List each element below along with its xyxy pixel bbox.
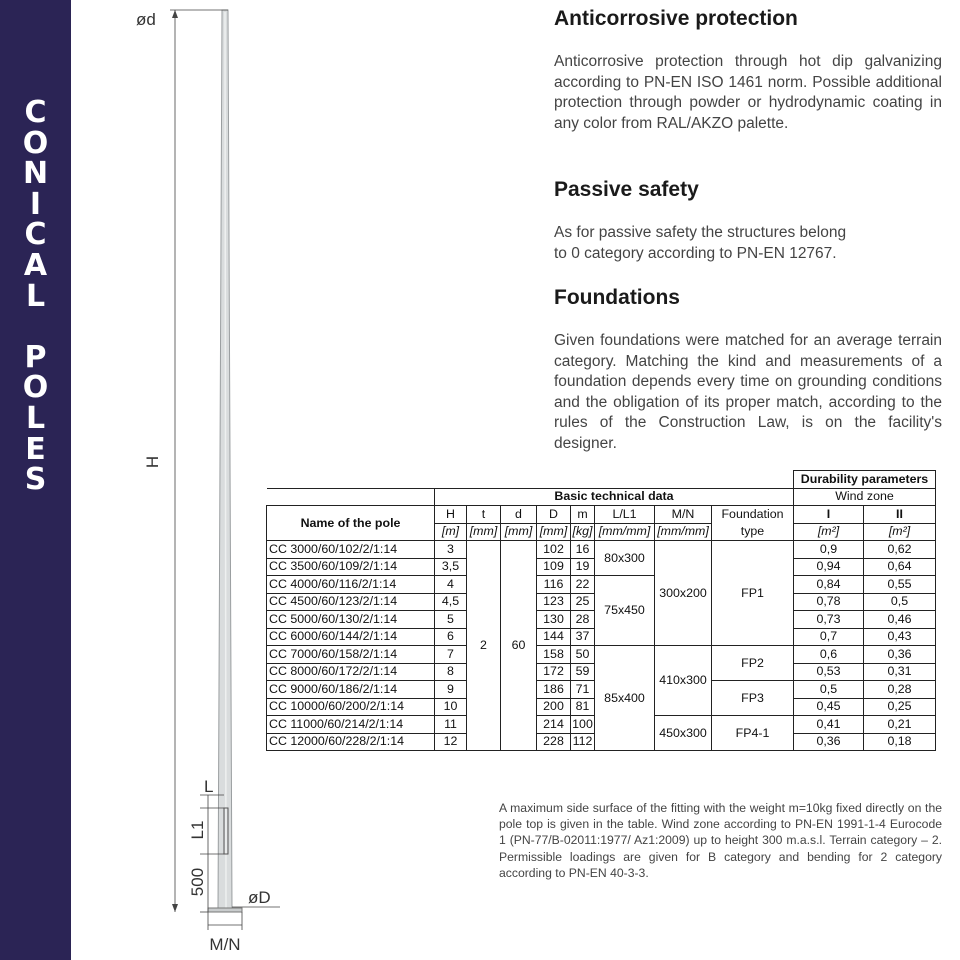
pole-drawing [120,0,290,960]
cell-H: 12 [435,733,467,751]
cell-H: 3,5 [435,558,467,576]
sidebar-letter: A [23,247,48,283]
cell-H: 11 [435,716,467,734]
pole-name: CC 8000/60/172/2/1:14 [267,663,435,681]
unit-d: [mm] [501,523,537,541]
cell-m: 112 [571,733,595,751]
unit-I: [m²] [794,523,864,541]
wind-zone-header: Wind zone [794,488,936,506]
basic-data-header: Basic technical data [435,488,794,506]
text-foundations: Given foundations were matched for an average terrain category. Matching the kind and measurements of a foundation depends every time on grounding conditions and the obligation of its proper match, according to the rules of the Construction Law, is on the facility's designer. [554,332,942,452]
dim-arrow-bottom [172,904,178,912]
cell-m: 25 [571,593,595,611]
footnote: A maximum side surface of the fitting with the weight m=10kg fixed directly on the pole top is given in the table. Wind zone according to PN-EN 1991-1-4 Eurocode 1 (PN-77/B-02011:1977/ Az1:2009) up to height 300 m.a.s.l. Terrain category – 2. Permissible loadings are given for B category and bending for 2 category according to PN-EN 40-3-3. [499,801,942,880]
cell-H: 4,5 [435,593,467,611]
label-L: L [204,777,214,796]
cell-zone-II: 0,21 [864,716,936,734]
label-top-diameter: ød [136,10,156,29]
table-header-row [267,488,936,506]
cell-L-group: 75x450 [595,576,655,646]
sidebar-banner [0,0,71,960]
cell-zone-II: 0,28 [864,681,936,699]
cell-zone-II: 0,62 [864,541,936,559]
label-L1: L1 [188,820,207,840]
table-header-blank [267,488,435,506]
cell-H: 4 [435,576,467,594]
unit-L: [mm/mm] [595,523,655,541]
cell-m: 28 [571,611,595,629]
cell-zone-II: 0,25 [864,698,936,716]
pole-name: CC 5000/60/130/2/1:14 [267,611,435,629]
sidebar-letter: S [24,462,47,498]
cell-zone-II: 0,36 [864,646,936,664]
sidebar-letter: C [24,95,47,130]
column-header-zone-II: II [864,506,936,524]
cell-zone-I: 0,53 [794,663,864,681]
sidebar-letter: E [25,431,46,467]
dim-arrow-top [172,10,178,18]
cell-zone-II: 0,5 [864,593,936,611]
cell-MN-group: 450x300 [655,716,712,751]
cell-H: 7 [435,646,467,664]
cell-D: 186 [537,681,571,699]
pole-name: CC 7000/60/158/2/1:14 [267,646,435,664]
column-header-zone-I: I [794,506,864,524]
column-header-m: m [571,506,595,524]
cell-zone-I: 0,41 [794,716,864,734]
unit-MN: [mm/mm] [655,523,712,541]
table-header-row [267,471,936,489]
sidebar-letter: L [25,278,46,314]
cell-zone-I: 0,5 [794,681,864,699]
cell-m: 71 [571,681,595,699]
pole-name: CC 10000/60/200/2/1:14 [267,698,435,716]
cell-m: 19 [571,558,595,576]
durability-header: Durability parameters [794,471,936,489]
cell-d-merged: 60 [501,541,537,751]
table-row [267,646,936,664]
cell-zone-I: 0,36 [794,733,864,751]
cell-m: 50 [571,646,595,664]
cell-m: 81 [571,698,595,716]
unit-H: [m] [435,523,467,541]
column-header-foundation-type: type [712,523,794,541]
pole-name: CC 6000/60/144/2/1:14 [267,628,435,646]
text-passive-safety [554,223,942,264]
cell-m: 59 [571,663,595,681]
pole-name: CC 4500/60/123/2/1:14 [267,593,435,611]
label-base: M/N [209,935,241,954]
cell-zone-II: 0,18 [864,733,936,751]
text-passive-safety-line: As for passive safety the structures belong [554,224,847,241]
pole-shaft-highlight [225,12,226,908]
cell-D: 130 [537,611,571,629]
cell-D: 200 [537,698,571,716]
column-header-H: H [435,506,467,524]
cell-L-group: 80x300 [595,541,655,576]
cell-foundation-group: FP1 [712,541,794,646]
cell-foundation-group: FP3 [712,681,794,716]
sidebar-letter: O [22,125,49,161]
cell-H: 9 [435,681,467,699]
cell-H: 3 [435,541,467,559]
cell-D: 123 [537,593,571,611]
sidebar-letter: L [25,400,46,436]
table-row [267,541,936,559]
unit-m: [kg] [571,523,595,541]
column-header-foundation: Foundation [712,506,794,524]
column-header-L: L/L1 [595,506,655,524]
cell-foundation-group: FP4-1 [712,716,794,751]
cell-foundation-group: FP2 [712,646,794,681]
cell-m: 37 [571,628,595,646]
cell-D: 102 [537,541,571,559]
sidebar-letter: I [29,186,42,222]
cell-L-group: 85x400 [595,646,655,751]
sidebar-letter: O [22,370,49,406]
cell-MN-group: 410x300 [655,646,712,716]
table-header-blank [267,471,794,489]
heading-anticorrosive: Anticorrosive protection [554,7,798,30]
cell-zone-I: 0,94 [794,558,864,576]
cell-zone-I: 0,6 [794,646,864,664]
label-height: H [143,455,162,469]
table-row [267,576,936,594]
cell-zone-I: 0,7 [794,628,864,646]
cell-m: 22 [571,576,595,594]
cell-zone-II: 0,31 [864,663,936,681]
cell-H: 6 [435,628,467,646]
heading-passive-safety: Passive safety [554,178,699,201]
pole-name: CC 3000/60/102/2/1:14 [267,541,435,559]
sidebar-letter: N [22,156,49,192]
text-anticorrosive: Anticorrosive protection through hot dip galvanizing according to PN-EN ISO 1461 norm. Possible additional protection through powder or hydrodynamic coating in any color from RAL/AKZO palette. [554,53,942,132]
cell-zone-II: 0,43 [864,628,936,646]
heading-foundations: Foundations [554,286,680,309]
cell-D: 144 [537,628,571,646]
pole-name: CC 11000/60/214/2/1:14 [267,716,435,734]
column-header-d: d [501,506,537,524]
cell-zone-II: 0,46 [864,611,936,629]
cell-t-merged: 2 [467,541,501,751]
name-column-header: Name of the pole [267,506,435,541]
pole-base-plate [208,908,242,912]
label-bottom-diameter: øD [248,888,271,907]
cell-MN-group: 300x200 [655,541,712,646]
cell-H: 10 [435,698,467,716]
unit-II: [m²] [864,523,936,541]
table-header-row [267,506,936,524]
cell-zone-I: 0,78 [794,593,864,611]
pole-name: CC 4000/60/116/2/1:14 [267,576,435,594]
column-header-t: t [467,506,501,524]
sidebar-letter: P [24,339,47,375]
cell-D: 109 [537,558,571,576]
cell-H: 8 [435,663,467,681]
pole-name: CC 12000/60/228/2/1:14 [267,733,435,751]
pole-name: CC 9000/60/186/2/1:14 [267,681,435,699]
cell-zone-II: 0,64 [864,558,936,576]
cell-H: 5 [435,611,467,629]
sidebar-title [0,95,71,498]
label-500: 500 [188,867,207,897]
cell-D: 228 [537,733,571,751]
cell-zone-I: 0,73 [794,611,864,629]
cell-zone-I: 0,9 [794,541,864,559]
spec-table [266,470,936,751]
column-header-D: D [537,506,571,524]
cell-D: 158 [537,646,571,664]
column-header-MN: M/N [655,506,712,524]
unit-D: [mm] [537,523,571,541]
unit-t: [mm] [467,523,501,541]
cell-D: 172 [537,663,571,681]
pole-name: CC 3500/60/109/2/1:14 [267,558,435,576]
cell-m: 16 [571,541,595,559]
cell-zone-I: 0,84 [794,576,864,594]
sidebar-letter: C [24,217,47,253]
cell-zone-I: 0,45 [794,698,864,716]
cell-D: 214 [537,716,571,734]
cell-m: 100 [571,716,595,734]
text-passive-safety-line: to 0 category according to PN-EN 12767. [554,244,837,262]
cell-D: 116 [537,576,571,594]
cell-zone-II: 0,55 [864,576,936,594]
